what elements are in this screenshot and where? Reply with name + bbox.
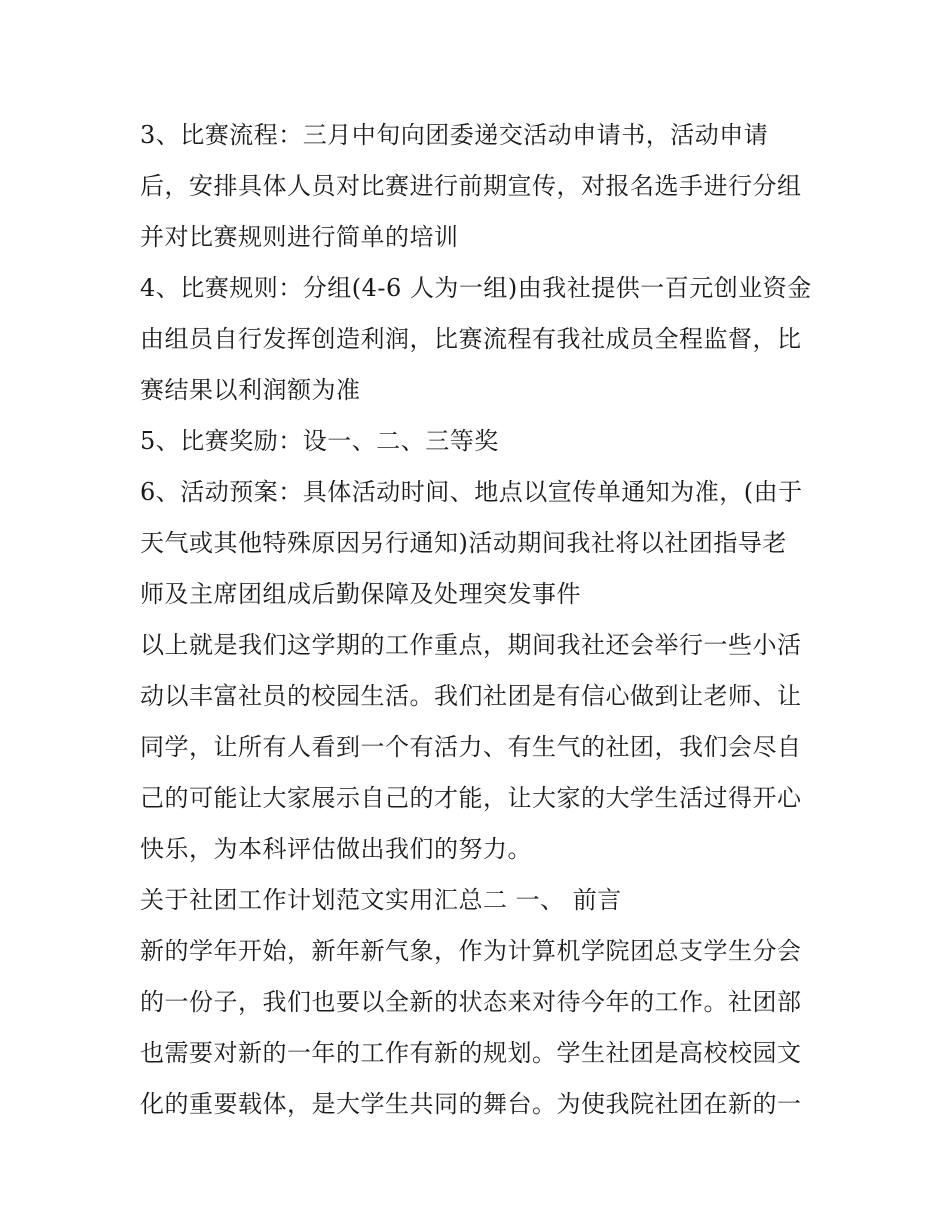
text-line: 6、活动预案：具体活动时间、地点以宣传单通知为准，(由于 [140,478,803,506]
text-line: 动以丰富社员的校园生活。我们社团是有信心做到让老师、让 [140,682,802,710]
text-line: 4、比赛规则：分组(4-6 人为一组)由我社提供一百元创业资金 [140,274,812,302]
text-line: 新的学年开始，新年新气象，作为计算机学院团总支学生分会 [140,937,802,965]
text-line: 由组员自行发挥创造利润，比赛流程有我社成员全程监督，比 [140,325,802,353]
text-line: 后，安排具体人员对比赛进行前期宣传，对报名选手进行分组 [140,172,802,200]
text-line: 5、比赛奖励：设一、二、三等奖 [140,427,499,455]
document-body [140,110,820,1130]
text-line: 以上就是我们这学期的工作重点，期间我社还会举行一些小活 [140,631,802,659]
text-line: 天气或其他特殊原因另行通知)活动期间我社将以社团指导老 [140,529,787,557]
text-line: 赛结果以利润额为准 [140,376,361,404]
text-line: 化的重要载体，是大学生共同的舞台。为使我院社团在新的一 [140,1090,802,1118]
text-line: 的一份子，我们也要以全新的状态来对待今年的工作。社团部 [140,988,802,1016]
text-line: 快乐，为本科评估做出我们的努力。 [140,835,532,863]
text-line: 并对比赛规则进行简单的培训 [140,223,459,251]
section-heading: 关于社团工作计划范文实用汇总二 一、 前言 [140,886,622,914]
text-line: 同学，让所有人看到一个有活力、有生气的社团，我们会尽自 [140,733,802,761]
text-line: 己的可能让大家展示自己的才能，让大家的大学生活过得开心 [140,784,802,812]
text-line: 师及主席团组成后勤保障及处理突发事件 [140,580,581,608]
text-line: 3、比赛流程：三月中旬向团委递交活动申请书，活动申请 [140,121,769,149]
text-line: 也需要对新的一年的工作有新的规划。学生社团是高校校园文 [140,1039,802,1067]
